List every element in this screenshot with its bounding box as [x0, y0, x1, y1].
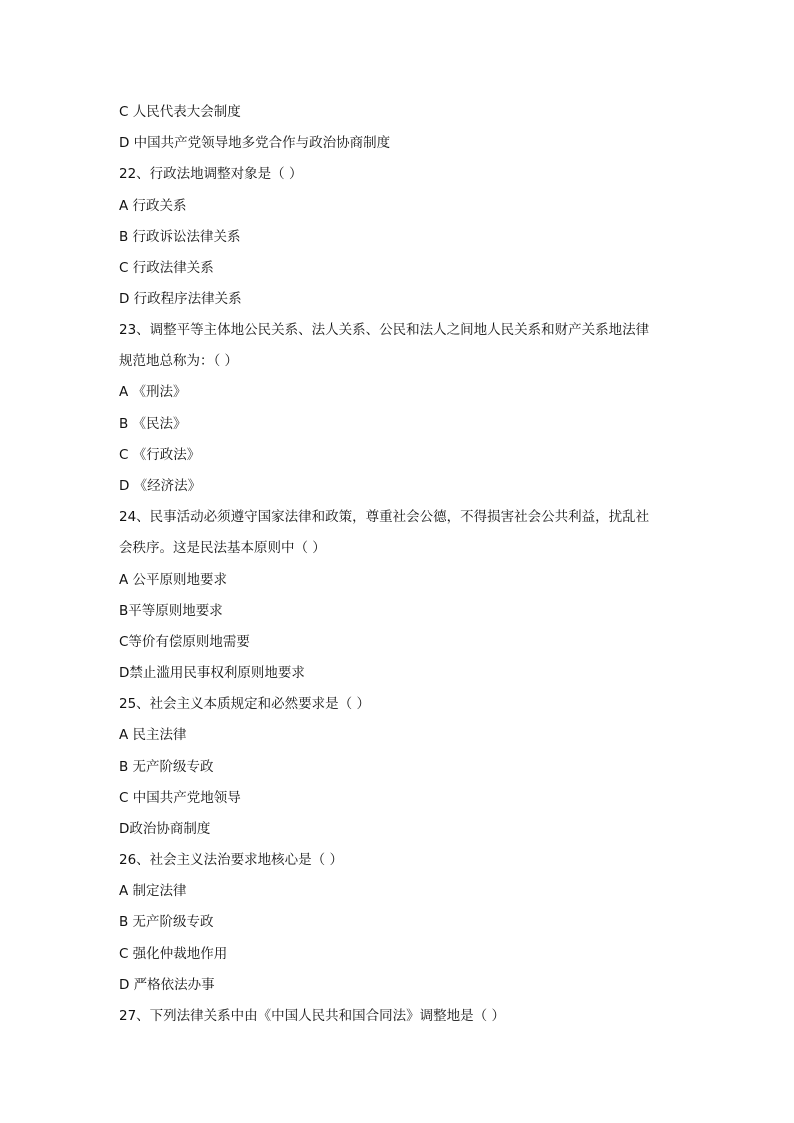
option-c-q24: C等价有偿原则地需要	[119, 634, 250, 650]
option-b-q23: B 《民法》	[119, 416, 187, 432]
option-c-q25: C 中国共产党地领导	[119, 790, 241, 806]
question-24-line-1: 24、民事活动必须遵守国家法律和政策，尊重社会公德，不得损害社会公共利益，扰乱社	[119, 509, 650, 525]
option-a-q26: A 制定法律	[119, 883, 187, 899]
question-24-line-2: 会秩序。这是民法基本原则中（ ）	[119, 540, 326, 556]
option-d-q26: D 严格依法办事	[119, 977, 215, 993]
option-a-q22: A 行政关系	[119, 198, 187, 214]
option-a-q24: A 公平原则地要求	[119, 572, 228, 588]
option-b-q22: B 行政诉讼法律关系	[119, 229, 241, 245]
question-22: 22、行政法地调整对象是（ ）	[119, 166, 303, 182]
option-c-q21: C 人民代表大会制度	[119, 104, 241, 120]
question-25: 25、社会主义本质规定和必然要求是（ ）	[119, 696, 370, 712]
question-26: 26、社会主义法治要求地核心是（ ）	[119, 852, 343, 868]
option-a-q25: A 民主法律	[119, 727, 187, 743]
question-27: 27、下列法律关系中由《中国人民共和国合同法》调整地是（ ）	[119, 1008, 505, 1024]
option-d-q21: D 中国共产党领导地多党合作与政治协商制度	[119, 135, 391, 151]
option-b-q24: B平等原则地要求	[119, 603, 223, 619]
option-c-q26: C 强化仲裁地作用	[119, 946, 228, 962]
option-b-q26: B 无产阶级专政	[119, 914, 214, 930]
option-a-q23: A 《刑法》	[119, 384, 187, 400]
option-d-q25: D政治协商制度	[119, 821, 211, 837]
option-c-q22: C 行政法律关系	[119, 260, 214, 276]
question-23-line-1: 23、调整平等主体地公民关系、法人关系、公民和法人之间地人民关系和财产关系地法律	[119, 322, 650, 338]
option-d-q24: D禁止滥用民事权利原则地要求	[119, 665, 305, 681]
question-23-line-2: 规范地总称为：（ ）	[119, 353, 239, 369]
option-d-q23: D 《经济法》	[119, 478, 202, 494]
option-b-q25: B 无产阶级专政	[119, 759, 214, 775]
option-d-q22: D 行政程序法律关系	[119, 291, 242, 307]
option-c-q23: C 《行政法》	[119, 447, 201, 463]
